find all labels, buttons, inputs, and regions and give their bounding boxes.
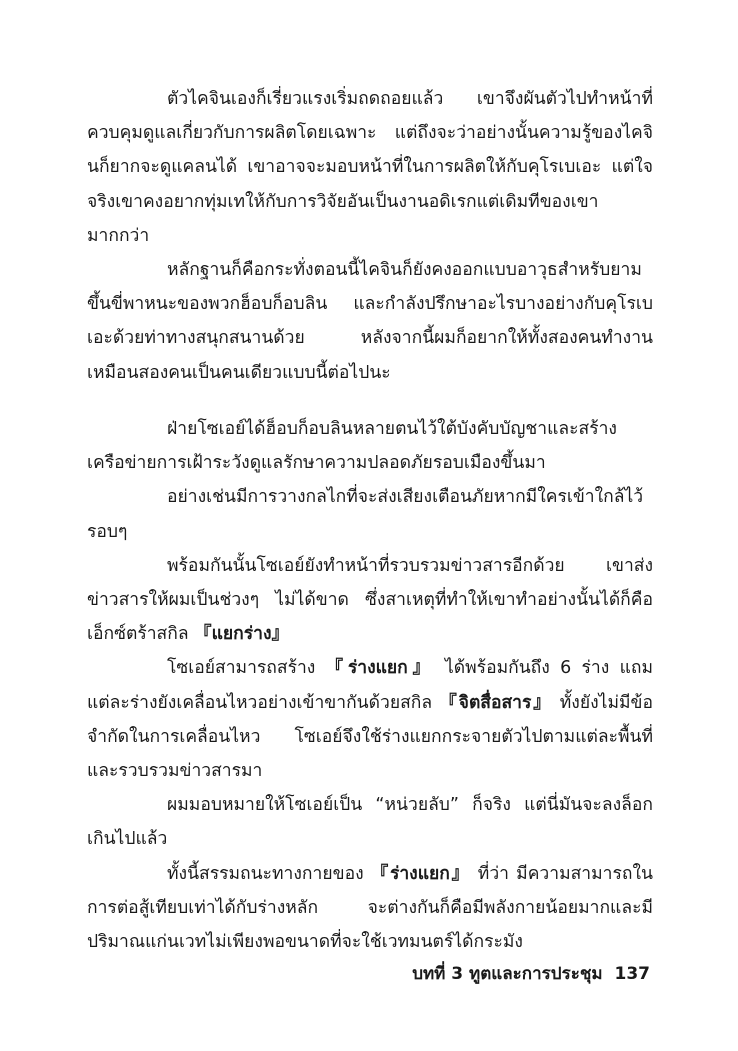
paragraph-text: ได้พร้อมกันถึง 6 ร่าง แถมแต่ละร่างยังเคลื่อนไหวอย่างเข้าขากันด้วยสกิล [87, 658, 653, 713]
chapter-title: บทที่ 3 ทูตและการประชุม [412, 964, 603, 984]
skill-name-telepathy: 『จิตสื่อสาร』 [439, 692, 553, 713]
paragraph-text: ทั้งนี้สรรมถนะทางกายของ [167, 863, 371, 884]
paragraph-text: โซเอย์สามารถสร้าง [167, 658, 326, 679]
paragraph-soei-alarm: อย่างเช่นมีการวางกลไกที่จะส่งเสียงเตือนภัยหากมีใครเข้าใกล้ไว้รอบๆ [87, 487, 644, 542]
page-footer [406, 960, 650, 987]
paragraph-text: ทั้งยังไม่มีข้อจำกัดในการเคลื่อนไหว โซเอย์จึงใช้ร่างแยกกระจายตัวไปตามแต่ละพื้นที่และรวบรวมข่าวสารมา [87, 692, 653, 782]
paragraph-group-2 [87, 412, 653, 959]
page-number: 137 [614, 964, 650, 984]
skill-name-split-body: 『แยกร่าง』 [194, 624, 290, 645]
skill-name-clone: 『ร่างแยก』 [325, 658, 435, 679]
paragraph-clone-ability [87, 857, 653, 960]
paragraph-soei-network: ฝ่ายโซเอย์ได้ฮ็อบก็อบลินหลายตนไว้ใต้บังคับบัญชาและสร้างเครือข่ายการเฝ้าระวังดูแลรักษาความปลอดภัยรอบเมืองขึ้นมา [87, 419, 617, 474]
paragraph-text: ที่ว่า มีความสามารถในการต่อสู้เทียบเท่าได้กับร่างหลัก จะต่างกันก็คือมีพลังกายน้อยมากและมีปริมาณแก่นเวทไม่เพียงพอขนาดที่จะใช้เวทมนตร์ได้กระมัง [87, 863, 653, 953]
skill-name-clone: 『ร่างแยก』 [370, 863, 471, 884]
paragraph-kaijin-weapons: หลักฐานก็คือกระทั่งตอนนี้ไคจินก็ยังคงออกแบบอาวุธสำหรับยามขึ้นขี่พาหนะของพวกฮ็อบก็อบลิน และกำลังปรึกษาอะไรบางอย่างกับคุโรเบเอะด้วยท่าทางสนุกสนานด้วย หลังจากนี้ผมก็อยากให้ทั้งสองคนทำงานเหมือนสองคนเป็นคนเดียวแบบนี้ต่อไปนะ [87, 260, 653, 383]
paragraph-secret-unit: ผมมอบหมายให้โซเอย์เป็น “หน่วยลับ” ก็จริง แต่นี่มันจะลงล็อกเกินไปแล้ว [87, 795, 653, 850]
paragraph-soei-intel [87, 549, 653, 652]
paragraph-text: พร้อมกันนั้นโซเอย์ยังทำหน้าที่รวบรวมข่าวสารอีกด้วย เขาส่งข่าวสารให้ผมเป็นช่วงๆ ไม่ได้ขาด ซึ่งสาเหตุที่ทำให้เขาทำอย่างนั้นได้ก็คือเอ็กซ์ตร้าสกิล [87, 555, 653, 645]
paragraph-kaijin-production: ตัวไคจินเองก็เรี่ยวแรงเริ่มถดถอยแล้ว เขาจึงผันตัวไปทำหน้าที่ควบคุมดูแลเกี่ยวกับการผลิตโดยเฉพาะ แต่ถึงจะว่าอย่างนั้นความรู้ของไคจินก็ยากจะดูแคลนได้ เขาอาจจะมอบหน้าที่ในการผลิตให้กับคุโรเบเอะ แต่ใจจริงเขาคงอยากทุ่มเทให้กับการวิจัยอันเป็นงานอดิเรกแต่เดิมทีของเขามากกว่า [87, 89, 653, 246]
paragraph-soei-clones [87, 651, 653, 788]
paragraph-group-1 [87, 82, 653, 390]
